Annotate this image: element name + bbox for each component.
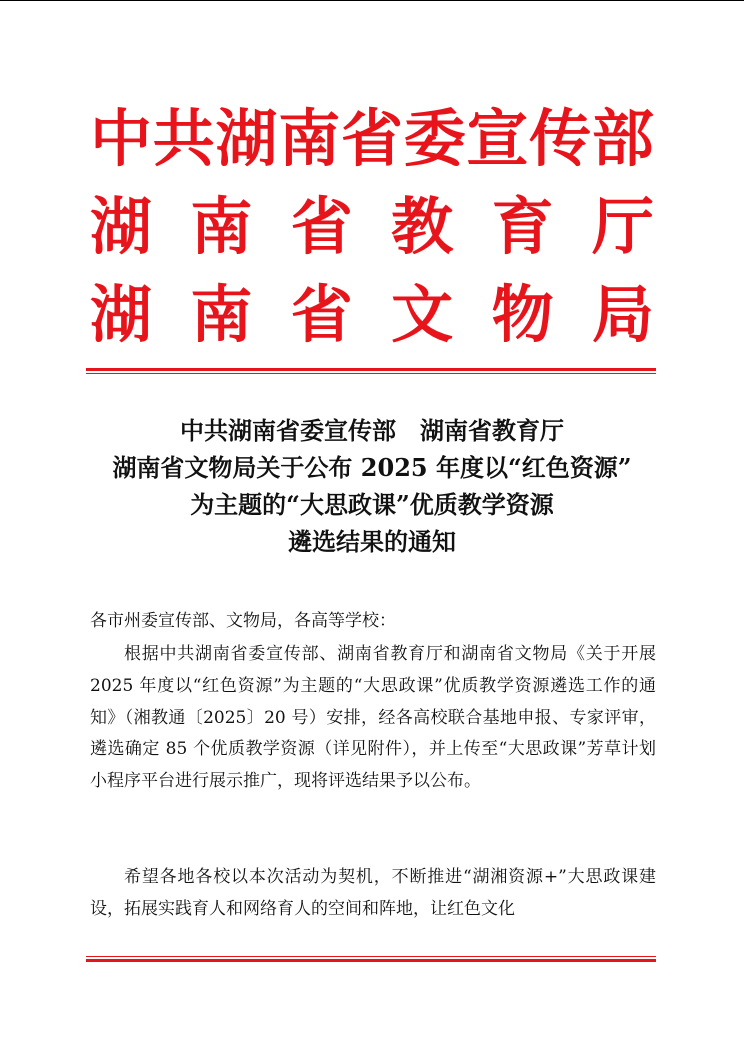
letterhead-char: 文: [391, 278, 454, 351]
red-rule-thin: [86, 956, 656, 957]
red-rule-thick: [86, 959, 656, 962]
letterhead-char: 南: [190, 190, 253, 263]
letterhead-char: 传: [529, 102, 592, 175]
title-line-1: 中共湖南省委宣传部 湖南省教育厅: [180, 416, 564, 445]
body-paragraph-1: 根据中共湖南省委宣传部、湖南省教育厅和湖南省文物局《关于开展 2025 年度以“红色资源”为主题的“大思政课”优质教学资源遴选工作的通知》（湘教通〔2025〕20 号）安排，经各高校联合基地申报、专家评审，遴选确定 85 个优质教学资源（详见附件），并上传至“大思政课”芳草计划小程序平台进行展示推广，现将评选结果予以公布。: [90, 644, 656, 792]
letterhead-char: 省: [340, 102, 403, 175]
letterhead-char: 省: [290, 278, 353, 351]
letterhead-char: 厅: [591, 190, 654, 263]
letterhead-char: 湖: [90, 190, 153, 263]
title-line-4: 遴选结果的通知: [288, 527, 456, 556]
letterhead-char: 物: [491, 278, 554, 351]
title-line-2: 湖南省文物局关于公布 2025 年度以“红色资源”: [112, 453, 632, 482]
document-title: [60, 412, 684, 560]
letterhead-char: 南: [190, 278, 253, 351]
letterhead: [90, 102, 654, 372]
letterhead-line-1: [90, 102, 654, 196]
letterhead-char: 部: [591, 102, 654, 175]
salutation: 各市州委宣传部、文物局，各高等学校：: [90, 611, 396, 631]
letterhead-char: 委: [403, 102, 466, 175]
page-top-border: [0, 0, 744, 1]
letterhead-char: 中: [90, 102, 153, 175]
letterhead-char: 南: [278, 102, 341, 175]
red-separator-bottom: [86, 956, 656, 962]
letterhead-line-3: [90, 278, 654, 372]
letterhead-char: 共: [152, 102, 215, 175]
letterhead-char: 湖: [215, 102, 278, 175]
letterhead-char: 宣: [466, 102, 529, 175]
body-paragraph-2: 希望各地各校以本次活动为契机，不断推进“湖湘资源+”大思政课建设，拓展实践育人和网络育人的空间和阵地，让红色文化: [90, 867, 656, 919]
red-separator-top: [86, 368, 656, 374]
letterhead-char: 局: [591, 278, 654, 351]
letterhead-char: 育: [491, 190, 554, 263]
letterhead-char: 教: [391, 190, 454, 263]
title-line-3: 为主题的“大思政课”优质教学资源: [190, 490, 554, 519]
letterhead-line-2: [90, 190, 654, 284]
red-rule-thick: [86, 368, 656, 371]
red-rule-thin: [86, 373, 656, 374]
letterhead-char: 省: [290, 190, 353, 263]
letterhead-char: 湖: [90, 278, 153, 351]
